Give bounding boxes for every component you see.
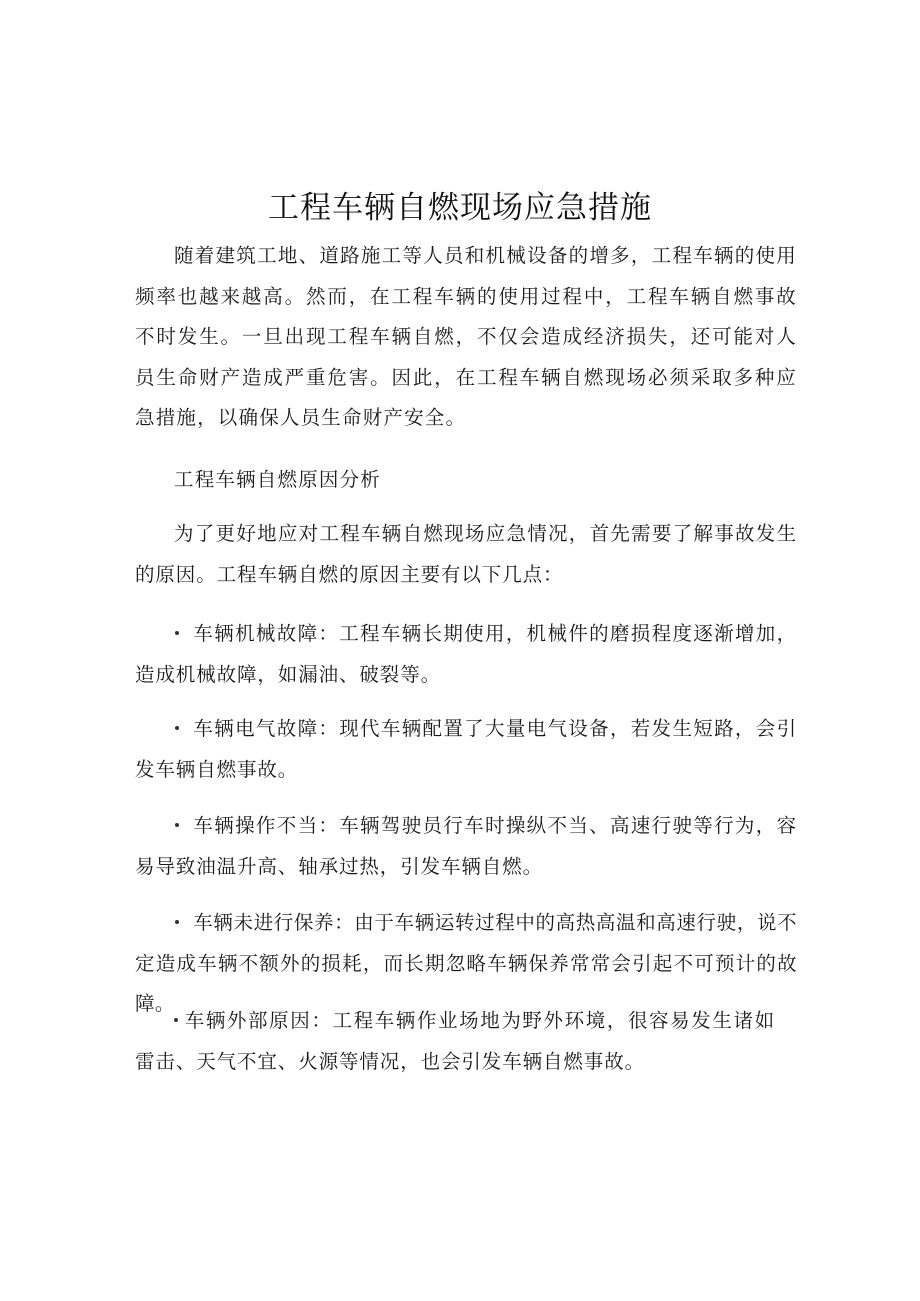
cause-text: 车辆外部原因：工程车辆作业场地为野外环境，很容易发生诸如雷击、天气不宜、火源等情况，也会引发车辆自燃事故。 [135,1009,775,1073]
cause-text: 车辆未进行保养：由于车辆运转过程中的高热高温和高速行驶，说不定造成车辆不额外的损耗，而长期忽略车辆保养常常会引起不可预计的故障。 [135,911,797,1015]
bullet-icon [175,726,179,730]
bullet-icon [175,920,179,924]
document-title: 工程车辆自燃现场应急措施 [268,190,652,226]
section-heading: 工程车辆自燃原因分析 [174,468,382,491]
bullet-icon [175,631,179,635]
cause-text: 车辆操作不当：车辆驾驶员行车时操纵不当、高速行驶等行为，容易导致油温升高、轴承过热，引发车辆自燃。 [135,814,797,878]
cause-list-item [135,806,797,887]
cause-text: 车辆电气故障：现代车辆配置了大量电气设备，若发生短路，会引发车辆自燃事故。 [135,717,797,781]
cause-list-item [135,614,797,695]
bullet-icon [175,823,179,827]
cause-text: 车辆机械故障：工程车辆长期使用，机械件的磨损程度逐渐增加，造成机械故障，如漏油、破裂等。 [135,622,797,686]
cause-list-item [135,709,797,790]
section-lead-paragraph: 为了更好地应对工程车辆自燃现场应急情况，首先需要了解事故发生的原因。工程车辆自燃的原因主要有以下几点： [135,522,797,586]
cause-list-item [135,1001,775,1082]
bullet-icon [174,1018,178,1022]
intro-paragraph: 随着建筑工地、道路施工等人员和机械设备的增多，工程车辆的使用频率也越来越高。然而，在工程车辆的使用过程中，工程车辆自燃事故不时发生。一旦出现工程车辆自燃，不仅会造成经济损失，还可能对人员生命财产造成严重危害。因此，在工程车辆自燃现场必须采取多种应急措施，以确保人员生命财产安全。 [135,244,797,429]
